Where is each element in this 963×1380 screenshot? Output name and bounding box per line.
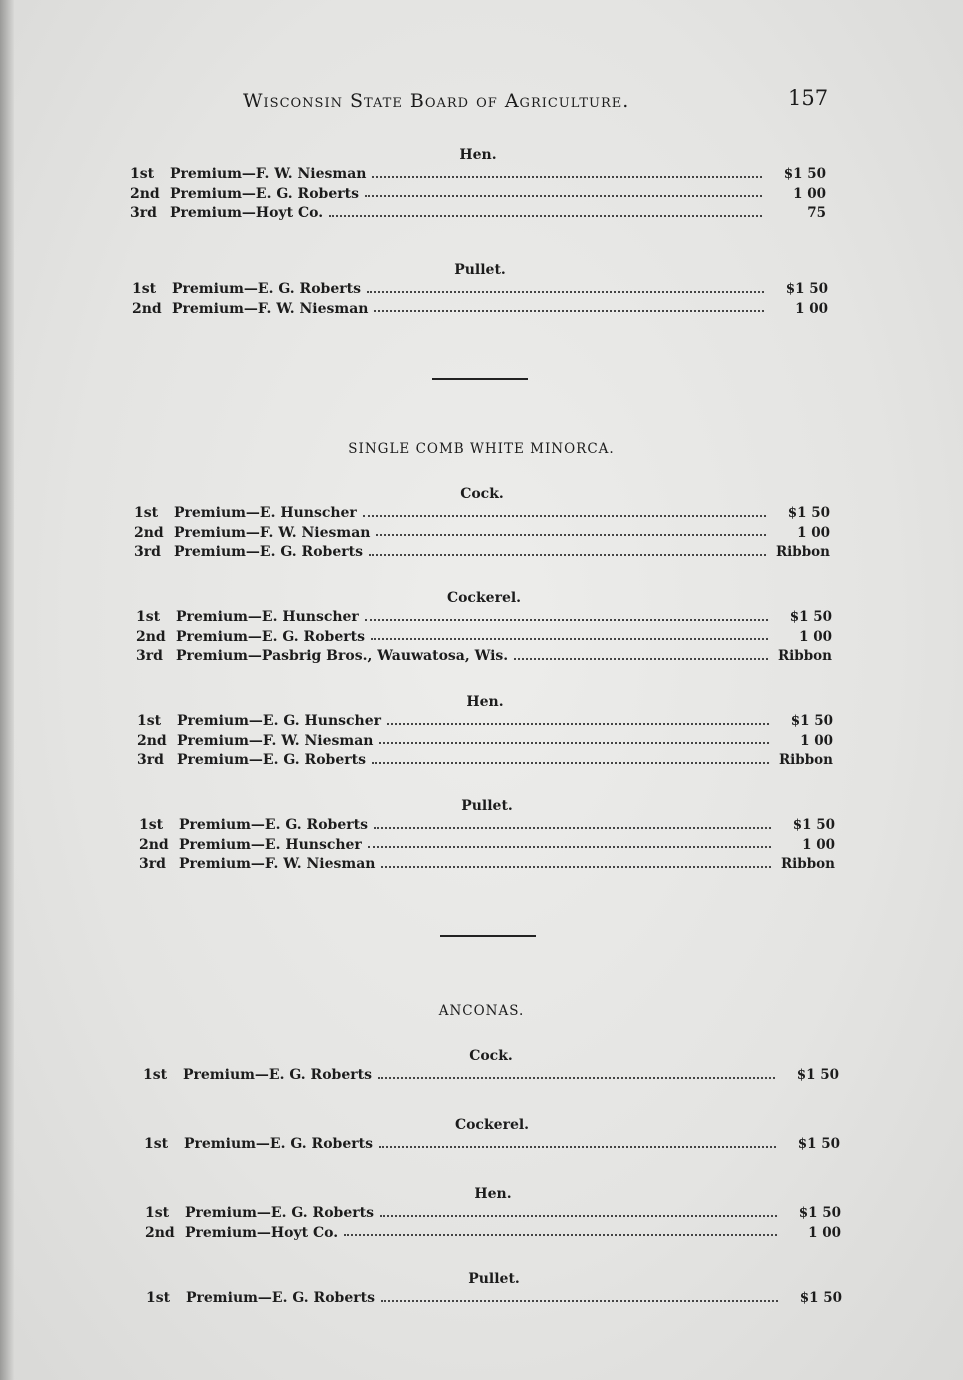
premium-group — [137, 692, 833, 771]
premium-amount: $1 50 — [787, 505, 830, 521]
premium-row — [134, 543, 830, 563]
premium-group — [134, 484, 830, 563]
premium-winner: Premium—F. W. Niesman — [179, 856, 376, 872]
dot-leader — [381, 1296, 778, 1302]
premium-winner: Premium—E. G. Roberts — [177, 752, 366, 768]
class-subheading: Hen. — [474, 1186, 512, 1202]
premium-place: 2nd — [137, 732, 167, 749]
premium-group — [144, 1115, 840, 1155]
class-subheading: Pullet. — [461, 798, 513, 814]
premium-row — [139, 836, 835, 856]
dot-leader — [372, 172, 762, 178]
dot-leader — [378, 1073, 775, 1079]
premium-group — [146, 1269, 842, 1309]
premium-row — [134, 524, 830, 544]
dot-leader — [372, 758, 769, 764]
premium-amount: Ribbon — [777, 648, 832, 664]
class-subheading: Cock. — [469, 1048, 513, 1064]
running-title: Wisconsin State Board of Agriculture. — [243, 90, 630, 112]
premium-place: 1st — [132, 281, 157, 297]
premium-place: 1st — [139, 817, 164, 833]
premium-winner: Premium—E. G. Roberts — [185, 1205, 374, 1221]
premium-row — [130, 204, 826, 224]
premium-row — [139, 855, 835, 875]
premium-row — [136, 647, 832, 667]
premium-amount: $1 50 — [790, 713, 833, 729]
dot-leader — [344, 1230, 777, 1236]
premium-place: 1st — [146, 1290, 171, 1306]
premium-place: 3rd — [136, 648, 163, 664]
premium-place: 1st — [145, 1205, 170, 1221]
premium-row — [139, 816, 835, 836]
premium-place: 1st — [136, 609, 161, 625]
dot-leader — [374, 823, 771, 829]
class-subheading: Pullet. — [468, 1271, 520, 1287]
premium-place: 3rd — [130, 205, 157, 221]
dot-leader — [368, 842, 771, 848]
dot-leader — [387, 719, 769, 725]
class-subheading: Hen. — [459, 147, 497, 163]
premium-winner: Premium—E. G. Roberts — [172, 281, 361, 297]
premium-amount: 75 — [807, 205, 826, 221]
premium-winner: Premium—E. G. Roberts — [183, 1067, 372, 1083]
premium-amount: 1 00 — [808, 1224, 841, 1241]
premium-place: 2nd — [139, 836, 169, 853]
premium-group — [132, 260, 828, 319]
section-divider — [440, 935, 536, 937]
premium-place: 2nd — [145, 1224, 175, 1241]
dot-leader — [376, 530, 766, 536]
premium-winner: Premium—Pasbrig Bros., Wauwatosa, Wis. — [176, 648, 509, 664]
premium-row — [130, 185, 826, 205]
class-subheading: Cockerel. — [454, 1117, 530, 1133]
premium-row — [132, 300, 828, 320]
class-subheading: Pullet. — [454, 262, 506, 278]
premium-place: 3rd — [139, 856, 166, 872]
dot-leader — [379, 738, 769, 744]
premium-amount: $1 50 — [797, 1136, 840, 1152]
section-title-minorca: SINGLE COMB WHITE MINORCA. — [348, 441, 615, 457]
premium-row — [136, 628, 832, 648]
premium-row — [137, 732, 833, 752]
section-title-anconas: ANCONAS. — [438, 1003, 525, 1019]
premium-winner: Premium—E. Hunscher — [179, 836, 362, 853]
premium-row — [145, 1204, 841, 1224]
premium-amount: 1 00 — [797, 524, 830, 541]
premium-amount: $1 50 — [783, 166, 826, 182]
premium-winner: Premium—E. G. Roberts — [179, 817, 368, 833]
premium-place: 3rd — [137, 752, 164, 768]
premium-winner: Premium—E. Hunscher — [176, 609, 359, 625]
premium-group — [143, 1046, 839, 1086]
page-number: 157 — [788, 86, 829, 110]
premium-row — [134, 504, 830, 524]
premium-row — [146, 1289, 842, 1309]
premium-place: 2nd — [130, 185, 160, 202]
premium-row — [143, 1066, 839, 1086]
premium-winner: Premium—Hoyt Co. — [170, 205, 324, 221]
premium-place: 1st — [134, 505, 159, 521]
premium-row — [144, 1135, 840, 1155]
dot-leader — [365, 191, 762, 197]
premium-place: 3rd — [134, 544, 161, 560]
premium-winner: Premium—E. Hunscher — [174, 505, 357, 521]
premium-winner: Premium—E. G. Roberts — [184, 1136, 373, 1152]
dot-leader — [380, 1211, 777, 1217]
premium-row — [130, 165, 826, 185]
premium-amount: 1 00 — [793, 185, 826, 202]
premium-group — [130, 145, 826, 224]
premium-amount: $1 50 — [799, 1290, 842, 1306]
premium-place: 2nd — [132, 300, 162, 317]
premium-amount: Ribbon — [780, 856, 835, 872]
premium-amount: $1 50 — [796, 1067, 839, 1083]
dot-leader — [371, 634, 768, 640]
dot-leader — [514, 654, 768, 660]
premium-place: 2nd — [136, 628, 166, 645]
premium-amount: $1 50 — [798, 1205, 841, 1221]
premium-amount: 1 00 — [795, 300, 828, 317]
premium-amount: 1 00 — [802, 836, 835, 853]
premium-group — [145, 1184, 841, 1243]
premium-group — [139, 796, 835, 875]
premium-row — [137, 751, 833, 771]
premium-winner: Premium—F. W. Niesman — [172, 300, 369, 317]
premium-group — [136, 588, 832, 667]
premium-winner: Premium—Hoyt Co. — [185, 1224, 339, 1241]
premium-winner: Premium—E. G. Roberts — [174, 544, 363, 560]
premium-winner: Premium—F. W. Niesman — [177, 732, 374, 749]
premium-row — [132, 280, 828, 300]
premium-amount: $1 50 — [792, 817, 835, 833]
premium-amount: Ribbon — [775, 544, 830, 560]
premium-amount: 1 00 — [800, 732, 833, 749]
premium-row — [136, 608, 832, 628]
dot-leader — [329, 211, 762, 217]
class-subheading: Cock. — [460, 486, 504, 502]
premium-winner: Premium—F. W. Niesman — [170, 166, 367, 182]
premium-row — [145, 1224, 841, 1244]
premium-winner: Premium—E. G. Hunscher — [177, 713, 382, 729]
premium-amount: $1 50 — [789, 609, 832, 625]
premium-winner: Premium—E. G. Roberts — [176, 628, 365, 645]
premium-place: 2nd — [134, 524, 164, 541]
premium-winner: Premium—F. W. Niesman — [174, 524, 371, 541]
section-divider — [432, 378, 528, 380]
premium-place: 1st — [130, 166, 155, 182]
dot-leader — [363, 511, 766, 517]
premium-place: 1st — [143, 1067, 168, 1083]
dot-leader — [365, 615, 768, 621]
premium-winner: Premium—E. G. Roberts — [170, 185, 359, 202]
premium-winner: Premium—E. G. Roberts — [186, 1290, 375, 1306]
premium-amount: Ribbon — [778, 752, 833, 768]
dot-leader — [374, 306, 764, 312]
class-subheading: Cockerel. — [446, 590, 522, 606]
dot-leader — [379, 1142, 776, 1148]
premium-amount: $1 50 — [785, 281, 828, 297]
premium-place: 1st — [137, 713, 162, 729]
premium-amount: 1 00 — [799, 628, 832, 645]
premium-place: 1st — [144, 1136, 169, 1152]
class-subheading: Hen. — [466, 694, 504, 710]
dot-leader — [367, 287, 764, 293]
dot-leader — [369, 550, 766, 556]
dot-leader — [381, 862, 771, 868]
premium-row — [137, 712, 833, 732]
